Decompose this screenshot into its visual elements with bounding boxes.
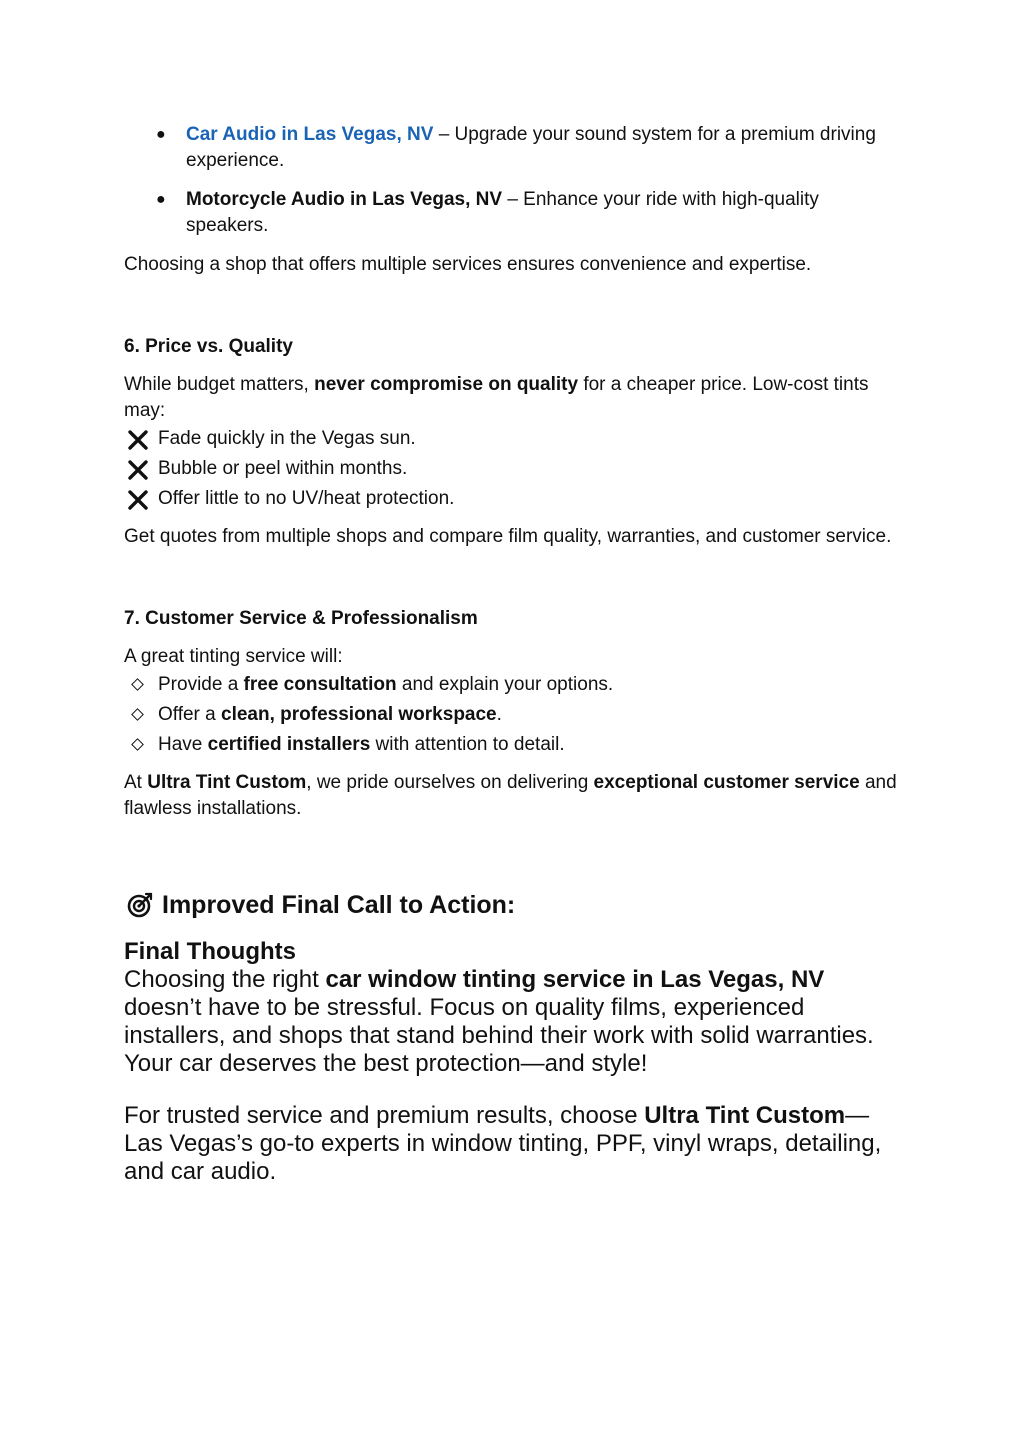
list-item <box>124 424 904 454</box>
list-item <box>124 700 904 730</box>
item-text-end: with attention to detail. <box>370 734 565 755</box>
item-emphasis: clean, professional workspace <box>221 704 497 725</box>
item-text-end: and explain your options. <box>396 674 614 695</box>
services-summary: Choosing a shop that offers multiple services ensures convenience and expertise. <box>124 254 812 275</box>
closing-paragraph <box>124 1102 904 1186</box>
target-icon <box>126 891 154 919</box>
closing-text-mid: , we pride ourselves on delivering <box>306 772 594 793</box>
cross-icon <box>127 489 149 511</box>
brand-name: Ultra Tint Custom <box>147 772 307 793</box>
diamond-bullet-icon <box>131 678 144 691</box>
section-6-intro <box>124 372 904 424</box>
para-text: Choosing the right <box>124 966 326 993</box>
risk-text: Offer little to no UV/heat protection. <box>158 488 455 509</box>
risk-text: Fade quickly in the Vegas sun. <box>158 428 416 449</box>
para-emphasis: car window tinting service in Las Vegas, NV <box>325 966 825 993</box>
section-7-heading: 7. Customer Service & Professionalism <box>124 608 478 629</box>
document-page <box>124 122 904 1186</box>
bullet-icon: ● <box>156 126 166 143</box>
list-item <box>124 122 904 174</box>
closing-text: At <box>124 772 148 793</box>
list-item <box>124 484 904 514</box>
item-text-end: . <box>496 704 502 725</box>
list-item <box>124 187 904 239</box>
car-audio-desc: – Upgrade your sound system for a premium driving experience. <box>186 124 876 171</box>
section-6-advice: Get quotes from multiple shops and compare film quality, warranties, and customer service. <box>124 526 892 547</box>
item-text: Have <box>158 734 208 755</box>
section-7-closing <box>124 770 904 822</box>
final-thoughts-heading: Final Thoughts <box>124 938 296 965</box>
motorcycle-audio-title: Motorcycle Audio in Las Vegas, NV <box>186 189 503 210</box>
item-emphasis: certified installers <box>207 734 371 755</box>
services-list <box>124 122 904 239</box>
diamond-bullet-icon <box>131 708 144 721</box>
item-text: Provide a <box>158 674 244 695</box>
intro-text: While budget matters, <box>124 374 315 395</box>
cross-icon <box>127 429 149 451</box>
section-6-heading: 6. Price vs. Quality <box>124 336 293 357</box>
brand-name: Ultra Tint Custom <box>644 1102 846 1129</box>
risk-list <box>124 424 904 514</box>
para-text-end: —Las Vegas’s go-to experts in window tinting, PPF, vinyl wraps, detailing, and car audio. <box>124 1102 882 1185</box>
final-thoughts-paragraph <box>124 966 904 1078</box>
list-item <box>124 454 904 484</box>
motorcycle-audio-desc: – Enhance your ride with high-quality speakers. <box>186 189 819 236</box>
diamond-bullet-icon <box>131 738 144 751</box>
cta-heading-text: Improved Final Call to Action: <box>162 891 516 919</box>
section-7-intro: A great tinting service will: <box>124 646 343 667</box>
para-text-end: doesn’t have to be stressful. Focus on quality films, experienced installers, and shops that stand behind their work with solid warranties. Your car deserves the best protection—and style! <box>124 994 874 1077</box>
list-item <box>124 730 904 760</box>
bullet-icon: ● <box>156 191 166 208</box>
cross-icon <box>127 459 149 481</box>
car-audio-link[interactable]: Car Audio in Las Vegas, NV <box>186 124 434 145</box>
cta-heading <box>124 888 904 922</box>
closing-emphasis: exceptional customer service <box>593 772 860 793</box>
service-qualities-list <box>124 670 904 760</box>
item-text: Offer a <box>158 704 222 725</box>
closing-text-end: and flawless installations. <box>124 772 897 819</box>
para-text: For trusted service and premium results, choose <box>124 1102 645 1129</box>
item-emphasis: free consultation <box>243 674 397 695</box>
intro-emphasis: never compromise on quality <box>314 374 579 395</box>
intro-text-end: for a cheaper price. Low-cost tints may: <box>124 374 869 421</box>
list-item <box>124 670 904 700</box>
risk-text: Bubble or peel within months. <box>158 458 408 479</box>
